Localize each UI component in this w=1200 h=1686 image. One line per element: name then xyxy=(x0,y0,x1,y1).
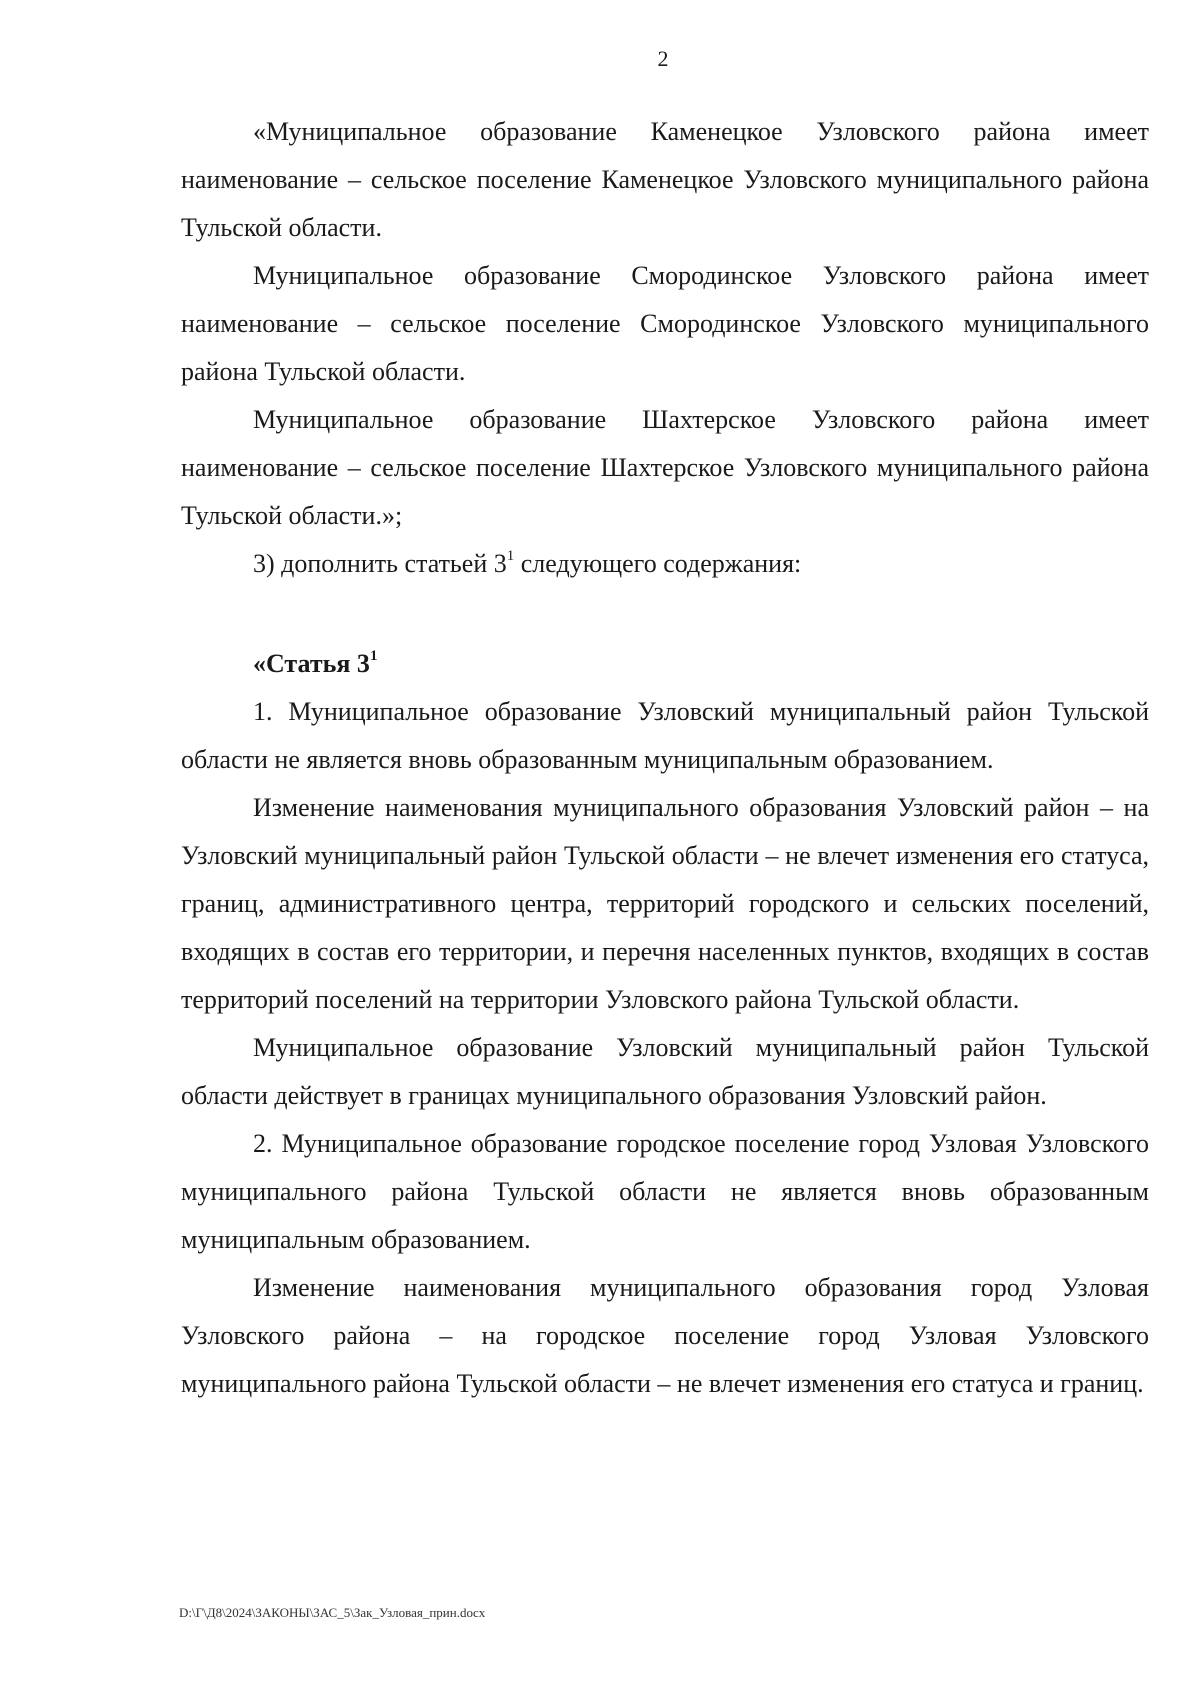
paragraph-amendment-item-3 xyxy=(181,540,1149,588)
footer-file-path: D:\Г\Д8\2024\ЗАКОНЫ\ЗАС_5\Зак_Узловая_прин.docx xyxy=(179,1605,486,1620)
paragraph-name-change-town: Изменение наименования муниципального образования город Узловая Узловского района – на городское поселение город Узловая Узловского муниципального района Тульской области – не влечет изменения его статуса и границ. xyxy=(181,1273,1149,1398)
paragraph-article-point-1: 1. Муниципальное образование Узловский муниципальный район Тульской области не является вновь образованным муниципальным образованием. xyxy=(181,697,1149,774)
article-heading-superscript: 1 xyxy=(369,648,378,665)
document-body xyxy=(181,108,1149,1408)
paragraph-article-point-2: 2. Муниципальное образование городское поселение город Узловая Узловского муниципального района Тульской области не является вновь образованным муниципальным образованием. xyxy=(181,1129,1149,1254)
page-number: 2 xyxy=(657,46,669,71)
paragraph-shakhterskoe: Муниципальное образование Шахтерское Узловского района имеет наименование – сельское поселение Шахтерское Узловского муниципального района Тульской области.»; xyxy=(181,405,1149,530)
amendment-item-3-superscript: 1 xyxy=(506,548,515,565)
amendment-item-3-text: 3) дополнить статьей 3 xyxy=(253,549,507,578)
paragraph-kamenetskoe: «Муниципальное образование Каменецкое Узловского района имеет наименование – сельское поселение Каменецкое Узловского муниципального района Тульской области. xyxy=(181,117,1149,242)
article-heading xyxy=(181,640,1149,688)
paragraph-name-change-district: Изменение наименования муниципального образования Узловский район – на Узловский муниципальный район Тульской области – не влечет изменения его статуса, границ, административного центра, территорий городского и сельских поселений, входящих в состав его территории, и перечня населенных пунктов, входящих в состав территорий поселений на территории Узловского района Тульской области. xyxy=(181,793,1149,1014)
article-heading-text: «Статья 3 xyxy=(253,649,370,678)
paragraph-district-boundaries: Муниципальное образование Узловский муниципальный район Тульской области действует в границах муниципального образования Узловский район. xyxy=(181,1033,1149,1110)
paragraph-smorodinskoe: Муниципальное образование Смородинское Узловского района имеет наименование – сельское поселение Смородинское Узловского муниципального района Тульской области. xyxy=(181,261,1149,386)
amendment-item-3-text-end: следующего содержания: xyxy=(514,549,802,578)
